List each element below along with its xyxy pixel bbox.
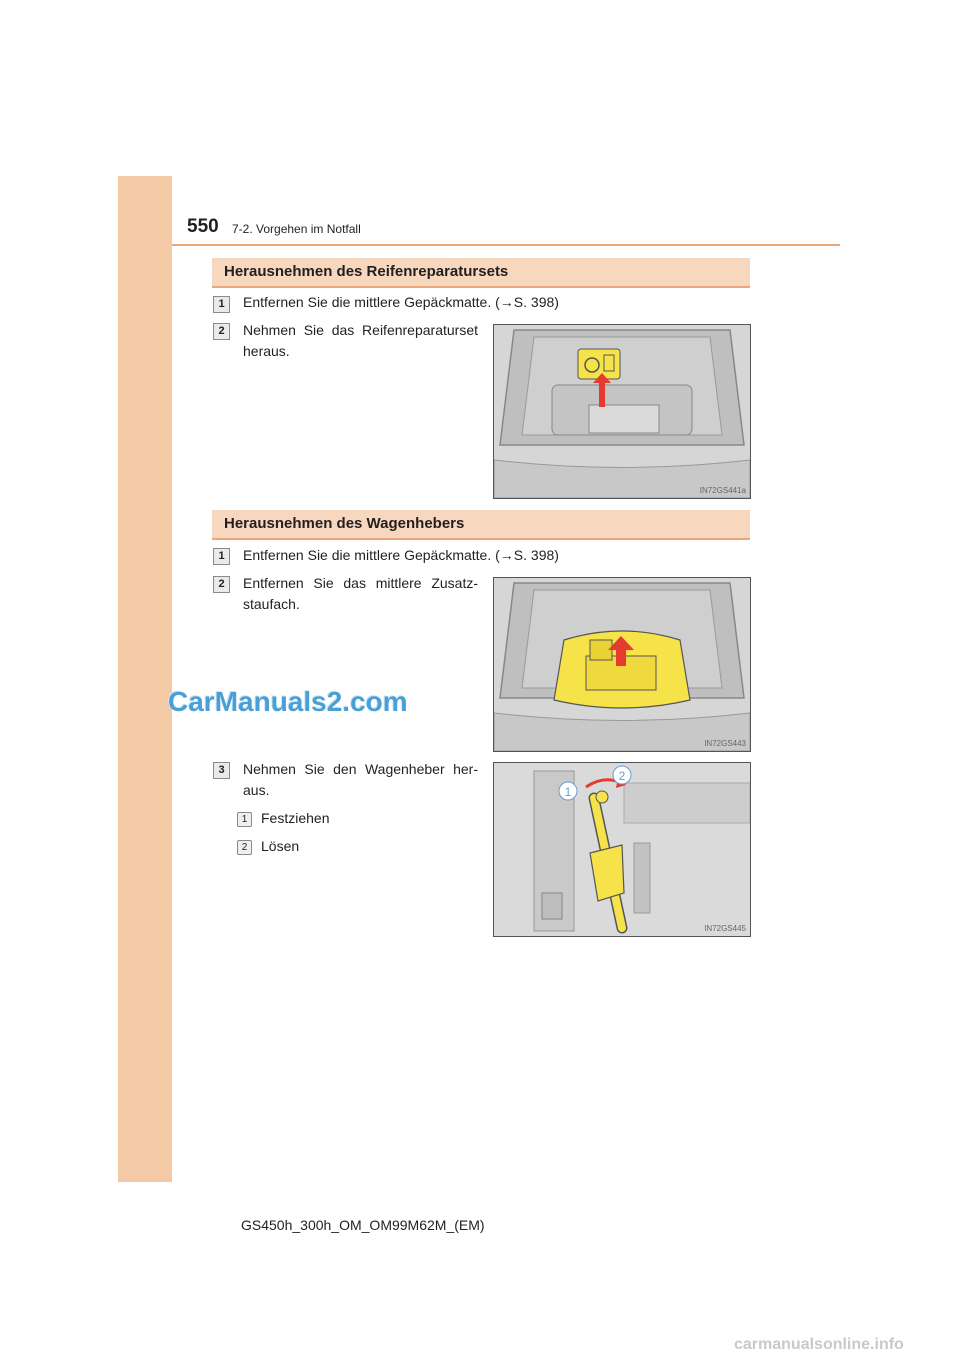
step-text: Nehmen Sie den Wagenheber her-aus. bbox=[243, 761, 478, 798]
section-title: Herausnehmen des Wagenhebers bbox=[224, 515, 465, 532]
header-rule bbox=[172, 244, 840, 246]
trunk-storage-illustration bbox=[494, 578, 750, 751]
figure-trunk-storage-box bbox=[493, 577, 751, 752]
figure-jack bbox=[493, 762, 751, 937]
chapter-title: 7-2. Vorgehen im Notfall bbox=[232, 222, 361, 236]
figure-code: IN72GS441a bbox=[699, 486, 746, 495]
trunk-illustration bbox=[494, 325, 750, 498]
step-number: 3 bbox=[213, 762, 230, 779]
section-title: Herausnehmen des Reifenreparatursets bbox=[224, 263, 509, 280]
footer-site-watermark: carmanualsonline.info bbox=[734, 1336, 904, 1353]
figure-code: IN72GS443 bbox=[704, 739, 746, 748]
jack-illustration bbox=[494, 763, 750, 936]
svg-text:1: 1 bbox=[564, 785, 572, 799]
watermark: CarManuals2.com bbox=[168, 686, 408, 717]
step-text: Entfernen Sie die mittlere Gepäckmatte. (→S. 398) bbox=[243, 294, 559, 310]
figure-code: IN72GS445 bbox=[704, 924, 746, 933]
sub-item-number: 2 bbox=[237, 840, 252, 855]
step-number: 2 bbox=[213, 323, 230, 340]
figure-trunk-repair-kit bbox=[493, 324, 751, 499]
step-text: Entfernen Sie die mittlere Gepäckmatte. (→S. 398) bbox=[243, 547, 559, 563]
sub-item-text: Lösen bbox=[261, 838, 300, 854]
step-number: 2 bbox=[213, 576, 230, 593]
step-text: Nehmen Sie das Reifenreparaturset heraus. bbox=[243, 322, 478, 359]
step-text: Entfernen Sie das mittlere Zusatz-staufach. bbox=[243, 575, 478, 612]
chapter-side-bar bbox=[118, 176, 172, 1182]
sub-item-text: Festziehen bbox=[261, 810, 330, 826]
footer-manual-code: GS450h_300h_OM_OM99M62M_(EM) bbox=[241, 1217, 485, 1233]
section-heading-jack bbox=[212, 510, 750, 540]
step-number: 1 bbox=[213, 548, 230, 565]
page-number: 550 bbox=[187, 216, 219, 237]
step-number: 1 bbox=[213, 296, 230, 313]
sub-item-number: 1 bbox=[237, 812, 252, 827]
section-heading-repair-kit bbox=[212, 258, 750, 288]
svg-text:2: 2 bbox=[618, 769, 626, 783]
